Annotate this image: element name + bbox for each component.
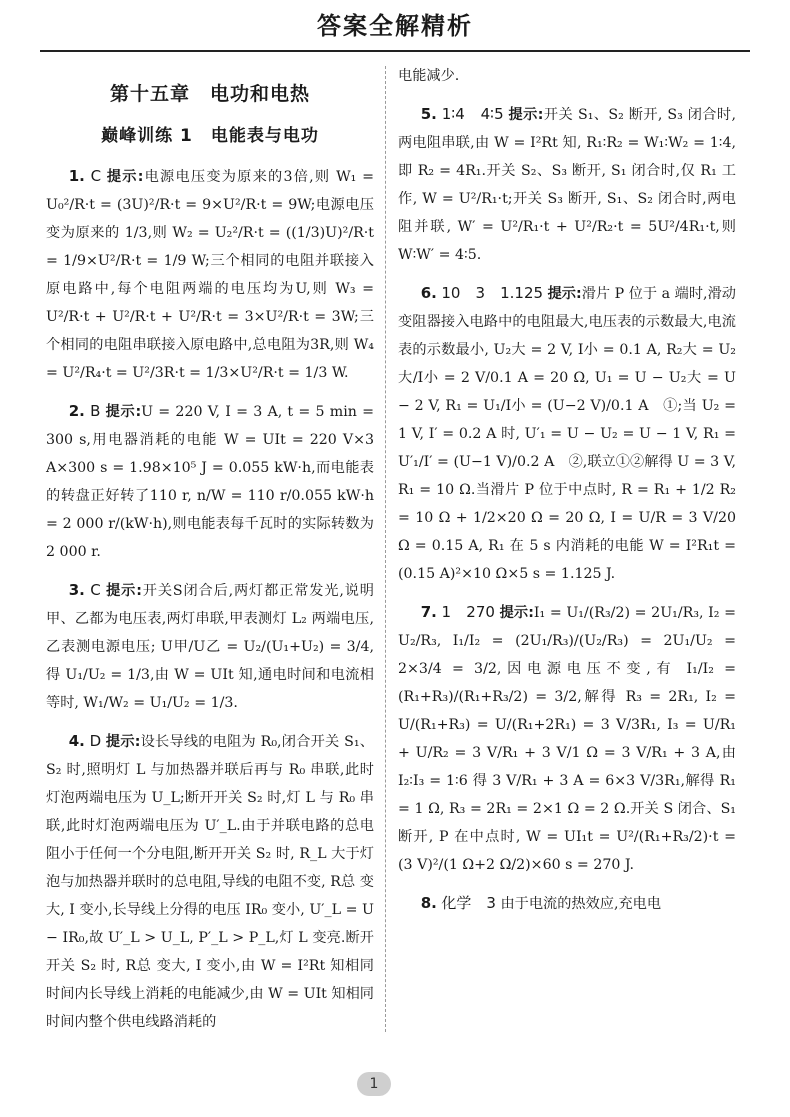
answer-item [46,162,374,387]
item-answer: 1∶4 4∶5 [441,105,504,123]
item-answer: D [89,732,102,750]
item-explanation: 电能减少. [398,68,460,84]
tip-label: 提示: [106,169,144,185]
item-explanation: 开关S闭合后,两灯都正常发光,说明甲、乙都为电压表,两灯串联,甲表测灯 L₂ 两端电压,乙表测电源电压; U甲/U乙 = U₂/(U₁+U₂) = 3/4,得 U₁/U₂ = 1/3,由 W = UIt 知,通电时间和电流相等时, W₁/W₂ = U₁/U₂ = 1/3. [46,583,374,711]
answer-item [46,727,374,1036]
chapter-title: 第十五章 电功和电热 [109,83,310,105]
tip-label: 提示: [547,286,582,302]
tip-label: 提示: [105,404,142,420]
item-answer: 10 3 1.125 [441,284,544,302]
item-explanation: U = 220 V, I = 3 A, t = 5 min = 300 s,用电器消耗的电能 W = UIt = 220 V×3 A×300 s = 1.98×10⁵ J = 0.055 kW·h,而电能表的转盘正好转了110 r, n/W = 110 r/0.055 kW·h = 2 000 r/(kW·h),则电能表每千瓦时的实际转数为2 000 r. [46,404,374,560]
item-answer: C [90,167,102,185]
item-number: 5. [420,105,437,123]
item-explanation: 开关 S₁、S₂ 断开, S₃ 闭合时,两电阻串联,由 W = I²Rt 知, R₁∶R₂ = W₁∶W₂ = 1∶4,即 R₂ = 4R₁.开关 S₂、S₃ 断开, S₁ 闭合时,仅 R₁ 工作, W = U²/R₁·t;开关 S₃ 断开, S₁、S₂ 闭合时,两电阻并联, W′ = U²/R₁·t + U²/R₂·t = 5U²/4R₁·t,则 W∶W′ = 4∶5. [398,107,737,263]
item-number: 4. [68,732,85,750]
answer-item [46,576,374,717]
answer-item [398,598,736,879]
item-explanation: 设长导线的电阻为 R₀,闭合开关 S₁、S₂ 时,照明灯 L 与加热器并联后再与 R₀ 串联,此时灯泡两端电压为 U_L;断开开关 S₂ 时,灯 L 与 R₀ 串联,此时灯泡两端电压为 U′_L.由于并联电路的总电阻小于任何一个分电阻,断开开关 S₂ 时, R_L 大于灯泡与加热器并联时的总电阻,导线的电阻不变, R总 变大, I 变小,长导线上分得的电压 IR₀ 变小, U′_L = U − IR₀,故 U′_L > U_L, P′_L > P_L,灯 L 变亮.断开开关 S₂ 时, R总 变大, I 变小,由 W = I²Rt 知相同时间内长导线上消耗的电能减少,由 W = UIt 知相同时间内整个供电线路消耗的 [46,734,374,1030]
right-column [398,62,736,928]
header-rule [40,50,750,52]
answer-item [46,397,374,566]
section-title: 巅峰训练 1 电能表与电功 [101,126,319,146]
tip-label: 提示: [508,107,544,123]
item-answer: 化学 3 [441,894,496,912]
item-number: 3. [68,581,85,599]
answer-item [398,100,736,269]
continued-text [398,62,736,90]
item-answer: 1 270 [441,603,495,621]
page-header-title: 答案全解精析 [317,12,473,40]
tip-label: 提示: [106,583,142,599]
item-number: 6. [420,284,437,302]
item-explanation: 滑片 P 位于 a 端时,滑动变阻器接入电路中的电阻最大,电压表的示数最大,电流表的示数最小, U₂大 = 2 V, I小 = 0.1 A, R₂大 = U₂大/I小 = 2 V/0.1 A = 20 Ω, U₁ = U − U₂大 = U − 2 V, R₁ = U₁/I小 = (U−2 V)/0.1 A ①;当 U₂ = 1 V, I′ = 0.2 A 时, U′₁ = U − U₂ = U − 1 V, R₁ = U′₁/I′ = (U−1 V)/0.2 A ②,联立①②解得 U = 3 V, R₁ = 10 Ω.当滑片 P 位于中点时, R = R₁ + 1/2 R₂ = 10 Ω + 1/2×20 Ω = 20 Ω, I = U/R = 3 V/20 Ω = 0.15 A, R₁ 在 5 s 内消耗的电能 W = I²R₁t = (0.15 A)²×10 Ω×5 s = 1.125 J. [398,286,736,582]
item-explanation: 电源电压变为原来的3倍,则 W₁ = U₀²/R·t = (3U)²/R·t = 9×U²/R·t = 9W;电源电压变为原来的 1/3,则 W₂ = U₂²/R·t = ((1/3)U)²/R·t = 1/9×U²/R·t = 1/9 W;三个相同的电阻并联接入原电路中,每个电阻两端的电压均为U,则 W₃ = U²/R·t + U²/R·t + U²/R·t = 3×U²/R·t = 3W;三个相同的电阻串联接入原电路中,总电阻为3R,则 W₄ = U²/R₄·t = U²/3R·t = 1/3×U²/R·t = 1/3 W. [46,169,374,381]
item-answer: B [90,402,101,420]
tip-label: 提示: [105,734,141,750]
item-answer: C [90,581,101,599]
tip-label: 提示: [499,605,534,621]
left-column [46,62,374,1046]
answer-item [398,889,736,918]
column-divider [385,66,386,1032]
page-number-badge: 1 [357,1072,391,1096]
item-number: 7. [420,603,437,621]
item-number: 1. [68,167,85,185]
item-explanation: 由于电流的热效应,充电电 [500,896,662,912]
item-number: 2. [68,402,85,420]
item-explanation: I₁ = U₁/(R₃/2) = 2U₁/R₃, I₂ = U₂/R₃, I₁/I₂ = (2U₁/R₃)/(U₂/R₃) = 2U₁/U₂ = 2×3/4 = 3/2,因电源电压不变,有 I₁/I₂ = (R₁+R₃)/(R₁+R₃/2) = 3/2,解得 R₃ = 2R₁, I₂ = U/(R₁+R₃) = U/(R₁+2R₁) = 3 V/3R₁, I₃ = U/R₁ + U/R₂ = 3 V/R₁ + 3 V/1 Ω = 3 V/R₁ + 3 A,由 I₂∶I₃ = 1∶6 得 3 V/R₁ + 3 A = 6×3 V/3R₁,解得 R₁ = 1 Ω, R₃ = 2R₁ = 2×1 Ω = 2 Ω.开关 S 闭合、S₁ 断开, P 在中点时, W = UI₁t = U²/(R₁+R₃/2)·t = (3 V)²/(1 Ω+2 Ω/2)×60 s = 270 J. [398,605,736,873]
answer-item [398,279,736,588]
item-number: 8. [420,894,437,912]
